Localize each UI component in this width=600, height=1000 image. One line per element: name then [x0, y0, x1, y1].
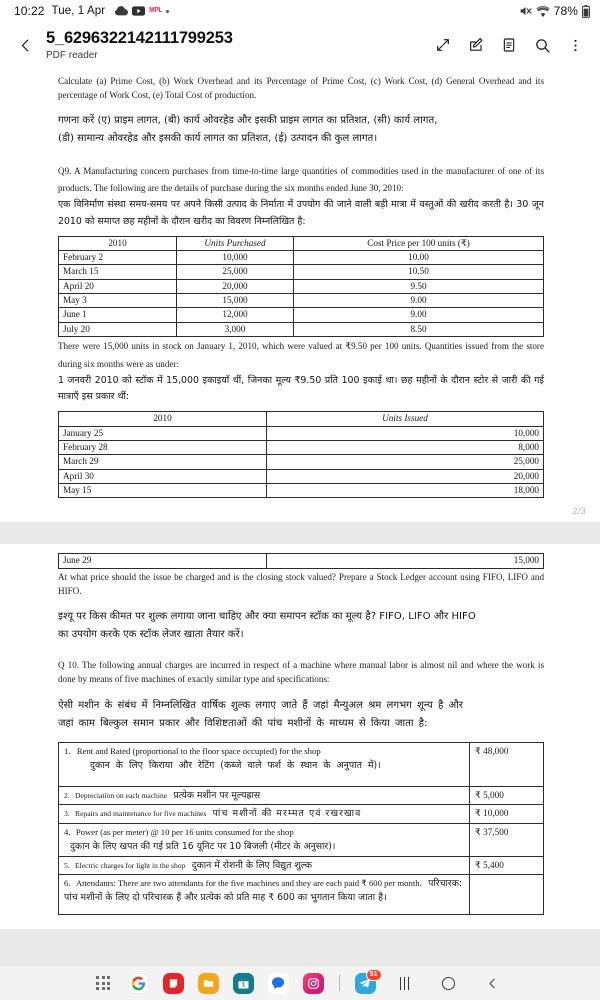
battery-icon: [582, 5, 590, 18]
cell-date: February 2: [59, 251, 177, 265]
paragraph-q9-tail-hindi-1: इश्यू पर किस कीमत पर शुल्क लगाया जाना चाहिए और क्या समापन स्टॉक का मूल्य है? FIFO, LIFO और HIFO: [58, 611, 476, 622]
cell-units: 10,000: [267, 426, 544, 440]
cell-units: 20,000: [267, 469, 544, 483]
page-3-content: [0, 544, 600, 929]
cell-charge-amount: ₹ 37,500: [470, 823, 544, 856]
back-navigation-button[interactable]: [8, 28, 42, 62]
app-bar: [0, 22, 600, 68]
purchase-table: [58, 236, 544, 337]
paragraph-q9-english: Q9. A Manufacturing concern purchases from time-to-time large quantities of commodities used in the manufacturer of one of its products. The following are the details of purchase during the six months ended June 30, 2010:: [58, 165, 544, 193]
charge-text-en: Electric charges for light in the shop: [75, 860, 186, 870]
cell-cost: 9.50: [294, 279, 544, 293]
pdf-viewer[interactable]: [0, 68, 600, 966]
table-header-row: [59, 412, 544, 426]
cell-units: 20,000: [177, 279, 294, 293]
mpl-icon: MPL: [149, 6, 163, 15]
pdf-page-2: [0, 68, 600, 522]
charge-number: 5.: [64, 860, 70, 870]
units-issued-table: [58, 411, 544, 498]
messages-icon: [268, 973, 289, 994]
charge-number: 4.: [64, 826, 71, 837]
paragraph-q10-english: Q 10. The following annual charges are incurred in respect of a machine where manual labor is almost nil and where the work is done by means of five machines of exactly similar type and specifications:: [58, 660, 544, 685]
more-options-icon: [568, 38, 583, 53]
charge-number: 6.: [64, 878, 71, 889]
status-bar-right: [519, 4, 590, 18]
table-row: [59, 805, 544, 823]
charge-number: 3.: [64, 809, 70, 819]
table-row: [59, 279, 544, 293]
telegram-badge: 51: [366, 969, 382, 981]
table-row: [59, 484, 544, 498]
calendar-app-button[interactable]: [233, 973, 254, 994]
edit-button[interactable]: [461, 30, 491, 60]
header-units-issued: Units Issued: [267, 412, 544, 426]
keep-notes-button[interactable]: [163, 973, 184, 994]
bookmark-list-icon: [501, 37, 517, 53]
instagram-icon: [303, 973, 324, 994]
expand-button[interactable]: [428, 30, 458, 60]
table-row: [59, 455, 544, 469]
page-title: 5_6296322142111799253: [46, 29, 233, 48]
cell-charge-description: [59, 875, 470, 915]
outline-button[interactable]: [494, 30, 524, 60]
cell-charge-description: [59, 786, 470, 804]
google-icon: [128, 973, 149, 994]
back-button[interactable]: [478, 971, 508, 995]
dot-icon: [166, 10, 169, 13]
expand-icon: [435, 37, 451, 53]
cell-charge-description: [59, 742, 470, 786]
app-subtitle: PDF reader: [46, 49, 98, 61]
more-options-button[interactable]: [560, 30, 590, 60]
charge-text-en: Repairs and maintenance for five machines: [75, 809, 207, 819]
cell-units: 15,000: [177, 294, 294, 308]
youtube-icon: [132, 6, 145, 16]
mute-icon: [519, 5, 532, 17]
charge-text-en: Attendants: There are two attendants for the five machines and they are each paid ₹ 600 per month.: [75, 878, 422, 889]
table-row: [59, 322, 544, 336]
cell-date: March 15: [59, 265, 177, 279]
cell-charge-amount: ₹ 48,000: [470, 742, 544, 786]
home-button[interactable]: [434, 971, 464, 995]
status-bar-left: [14, 4, 169, 18]
back-chevron-icon: [486, 977, 499, 990]
cell-date: January 25: [59, 426, 267, 440]
app-bar-actions: [428, 30, 590, 60]
cell-charge-amount: ₹ 5,400: [470, 856, 544, 874]
paragraph-calculate-hindi-1: गणना करें (ए) प्राइम लागत, (बी) कार्य ओवरहेड और इसकी प्राइम लागत का प्रतिशत, (सी) कार्य लागत,: [58, 115, 438, 127]
cell-date: April 20: [59, 279, 177, 293]
charge-number: 1.: [64, 745, 71, 756]
svg-text:1: 1: [241, 982, 245, 989]
search-icon: [534, 37, 551, 54]
cell-date: June 1: [59, 308, 177, 322]
charge-text-hi: दुकान के लिए खपत की गई प्रति 16 यूनिट पर 10 बिजली (मीटर के अनुसार)।: [70, 841, 336, 853]
paragraph-q9-tail-english: At what price should the issue be charged and is the closing stock valued? Prepare a Stock Ledger account using FIFO, LIFO and HIFO.: [58, 571, 544, 596]
table-row: [59, 308, 544, 322]
cell-cost: 10.00: [294, 251, 544, 265]
taskbar-divider: [339, 975, 340, 991]
charge-text-hi: दुकान के लिए किराया और रेटिंग (कब्जे वाले फर्श के स्थान के अनुपात में)।: [90, 760, 381, 772]
charge-text-en: Power (as per meter) @ 10 per 16 units consumed for the shop: [75, 826, 294, 837]
cell-date: June 29: [59, 554, 267, 568]
charge-text-hi: पांच मशीनों की मरम्मत एवं रखरखाव: [212, 808, 362, 820]
header-year: 2010: [59, 236, 177, 250]
header-units-purchased: Units Purchased: [177, 236, 294, 250]
units-issued-table-continued: [58, 553, 544, 568]
charge-text-en: Rent and Rated (proportional to the floor space occupied) for the shop: [76, 745, 321, 756]
cell-date: July 20: [59, 322, 177, 336]
search-button[interactable]: [527, 30, 557, 60]
google-app-button[interactable]: [128, 973, 149, 994]
table-row: [59, 856, 544, 874]
battery-percent: 78%: [553, 4, 578, 18]
cell-units: 12,000: [177, 308, 294, 322]
charge-number: 2.: [64, 790, 70, 800]
cell-charge-description: [59, 823, 470, 856]
bottom-taskbar: [0, 966, 600, 1000]
cell-date: March 29: [59, 455, 267, 469]
table-row: [59, 469, 544, 483]
cell-date: February 28: [59, 441, 267, 455]
table-row: [59, 265, 544, 279]
table-row: [59, 426, 544, 440]
cell-date: April 30: [59, 469, 267, 483]
cell-date: May 3: [59, 294, 177, 308]
paragraph-stock-note-hindi: 1 जनवरी 2010 को स्टॉक में 15,000 इकाइयाँ थीं, जिनका मूल्य ₹9.50 प्रति 100 इकाई था। छह महीनों के दौरान स्टोर से जारी की गई मात्राएँ इस प्रकार थीं:: [58, 375, 544, 403]
cell-units: 3,000: [177, 322, 294, 336]
table-row: [59, 786, 544, 804]
pdf-page-3: [0, 544, 600, 929]
page-separator: [0, 522, 600, 544]
cloud-icon: [115, 6, 128, 16]
status-date: Tue, 1 Apr: [51, 5, 106, 17]
apps-grid-button[interactable]: [93, 973, 114, 994]
cell-charge-amount: ₹ 5,000: [470, 786, 544, 804]
keep-notes-icon: [163, 973, 184, 994]
paragraph-q10-hindi-2: जहां काम बिल्कुल समान प्रकार और विशिष्टताओं की पांच मशीनों के माध्यम से किया जाता है:: [58, 717, 428, 729]
cell-units: 15,000: [267, 554, 544, 568]
home-icon: [442, 977, 455, 990]
cell-units: 25,000: [267, 455, 544, 469]
charge-text-hi: दुकान में रोशनी के लिए विद्युत शुल्क: [191, 859, 313, 871]
cell-charge-description: [59, 805, 470, 823]
page-indicator: 2/3: [572, 506, 586, 517]
messages-app-button[interactable]: [268, 973, 289, 994]
calendar-icon: [233, 973, 254, 994]
status-time: 10:22: [14, 4, 45, 18]
paragraph-q10-hindi-1: ऐसी मशीन के संबंध में निम्नलिखित वार्षिक शुल्क लगाए जाते हैं जहां मैन्युअल श्रम लगभग शून्य है और: [58, 699, 463, 711]
charge-text-hi: परिचारक: पांच मशीनों के लिए दो परिचारक हैं और प्रत्येक को प्रति माह ₹ 600 का भुगतान किया जाता है।: [64, 878, 462, 903]
apps-grid-icon: [96, 976, 110, 990]
cell-units: 25,000: [177, 265, 294, 279]
annual-charges-table: [58, 742, 544, 915]
cell-cost: 10.50: [294, 265, 544, 279]
paragraph-calculate: Calculate (a) Prime Cost, (b) Work Overhead and its Percentage of Prime Cost, (c) Work Cost, (d) General Overhead and its percentage of Work Cost, (e) Total Cost of production.: [58, 76, 544, 101]
telegram-app-button[interactable]: [355, 970, 378, 994]
chevron-left-icon: [18, 38, 33, 53]
table-row: [59, 294, 544, 308]
cell-charge-description: [59, 856, 470, 874]
table-row: [59, 742, 544, 786]
files-app-button[interactable]: [198, 973, 219, 994]
cell-charge-amount: [470, 875, 544, 915]
cell-cost: 9.00: [294, 294, 544, 308]
paragraph-stock-note-english: There were 15,000 units in stock on January 1, 2010, which were valued at ₹9.50 per 100 units. Quantities issued from the store during six months were as under:: [58, 341, 544, 369]
page-2-content: [0, 68, 600, 522]
cell-cost: 8.50: [294, 322, 544, 336]
table-row: [59, 823, 544, 856]
wifi-icon: [536, 6, 550, 17]
cell-cost: 9.00: [294, 308, 544, 322]
cell-units: 8,000: [267, 441, 544, 455]
header-cost-price: Cost Price per 100 units (₹): [294, 236, 544, 250]
edit-icon: [468, 37, 484, 53]
cell-units: 18,000: [267, 484, 544, 498]
cell-date: May 15: [59, 484, 267, 498]
charge-text-en: Depreciation on each machine: [75, 790, 168, 800]
paragraph-calculate-hindi-2: (डी) सामान्य ओवरहेड और इसकी कार्य लागत का प्रतिशत, (ई) उत्पादन की कुल लागत।: [58, 133, 378, 145]
cell-charge-amount: ₹ 10,000: [470, 805, 544, 823]
files-folder-icon: [198, 973, 219, 994]
recents-icon: [400, 977, 410, 990]
table-header-row: [59, 236, 544, 250]
table-row: [59, 251, 544, 265]
cell-units: 10,000: [177, 251, 294, 265]
table-row: [59, 441, 544, 455]
paragraph-q9-tail-hindi-2: का उपयोग करके एक स्टॉक लेजर खाता तैयार करें।: [58, 629, 244, 641]
instagram-app-button[interactable]: [303, 973, 324, 994]
header-year: 2010: [59, 412, 267, 426]
recents-button[interactable]: [390, 971, 420, 995]
document-title-block: [46, 29, 233, 60]
status-notification-icons: [115, 6, 169, 16]
table-row: [59, 554, 544, 568]
table-row: [59, 875, 544, 915]
charge-text-hi: प्रत्येक मशीन पर मूल्यह्रास: [173, 789, 261, 801]
status-bar: [0, 0, 600, 22]
paragraph-q9-hindi: एक विनिर्माण संस्था समय-समय पर अपने किसी उत्पाद के निर्माता में उपयोग की जाने वाली बड़ी मात्रा में वस्तुओं की खरीद करती है। 30 जून 2010 को समाप्त छह महीनों के दौरान खरीद का विवरण निम्नलिखित है:: [58, 199, 544, 227]
